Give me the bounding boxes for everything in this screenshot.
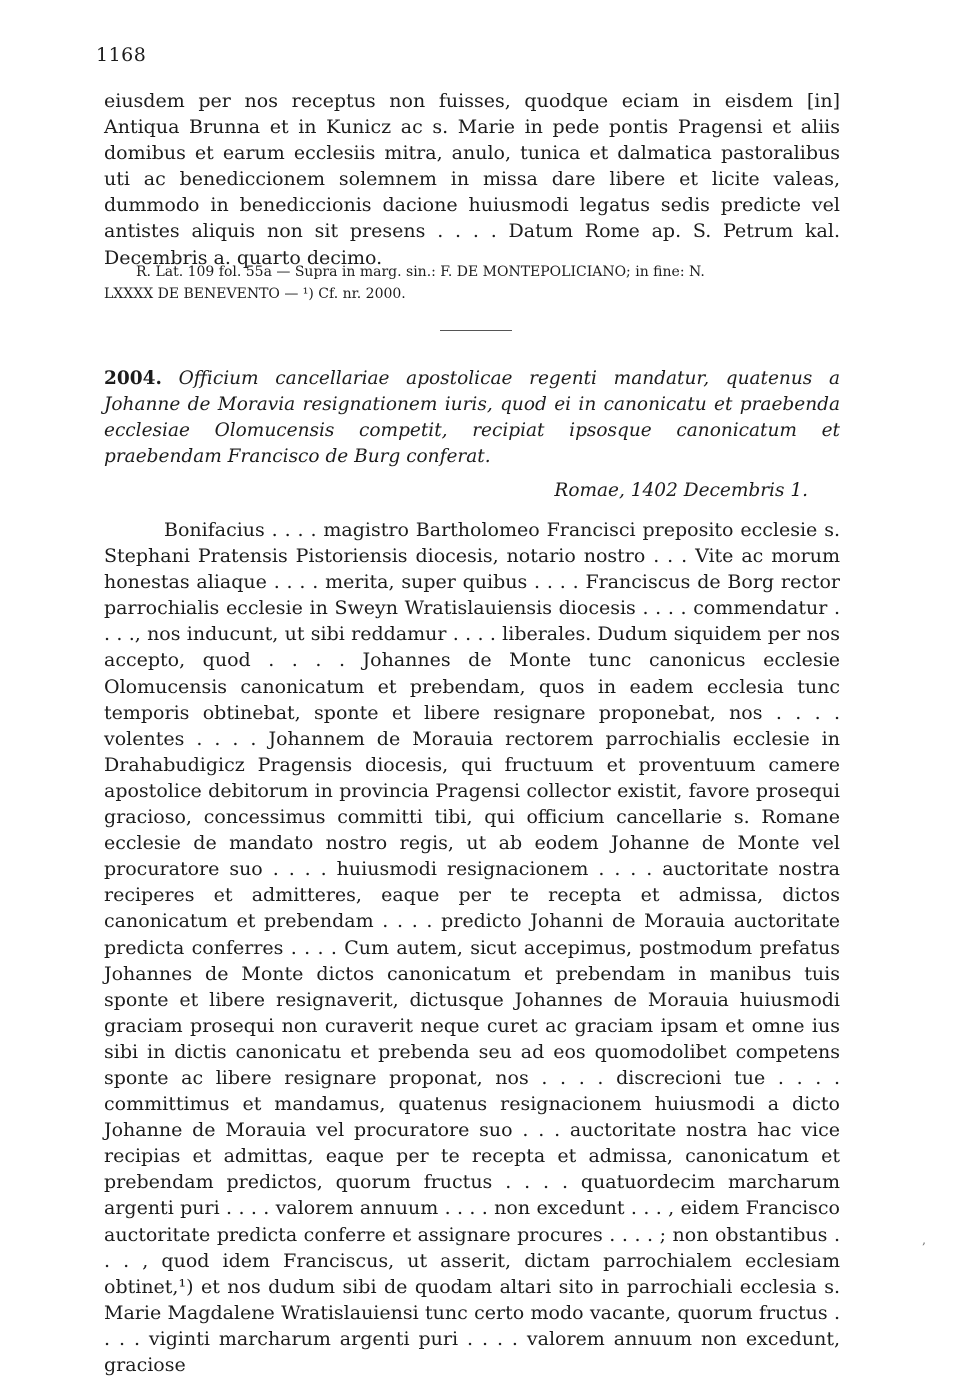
page-number: 1168 xyxy=(96,44,147,66)
source-note xyxy=(104,261,836,305)
source-note-line-1: R. Lat. 109 fol. 55a — Supra in marg. sin.: F. DE MONTEPOLICIANO; in fine: N. xyxy=(136,264,705,280)
source-note-line-2: LXXXX DE BENEVENTO — ¹) Cf. nr. 2000. xyxy=(104,286,406,302)
section-divider xyxy=(440,330,512,331)
entry-number: 2004. xyxy=(104,368,162,389)
entry-summary: Officium cancellariae apostolicae regenti mandatur, quatenus a Johanne de Moravia resignationem iuris, quod ei in canonicatu et praebenda ecclesiae Olomucensis competit, recipiat ipsosque canonicatum et praebendam Francisco de Burg conferat. xyxy=(104,368,840,467)
body-paragraph-continuation: eiusdem per nos receptus non fuisses, quodque eciam in eisdem [in] Antiqua Brunna et in Kunicz ac s. Marie in pede pontis Pragensi et aliis domibus et earum ecclesiis mitra, anulo, tunica et dalmatica pastoralibus uti ac benediccionem solemnem in missa dare libere et licite valeas, dummodo in benediccionis dacione huiusmodi legatus sedis predicte vel antistes aliquis non sit presens . . . . Datum Rome ap. S. Petrum kal. Decembris a. quarto decimo. xyxy=(104,90,840,269)
entry-heading xyxy=(104,366,840,470)
body-paragraph-letter: Bonifacius . . . . magistro Bartholomeo Francisci preposito ecclesie s. Stephani Pratensis Pistoriensis diocesis, notario nostro . . . Vite ac morum honestas aliaque . . . . merita, super quibus . . . . Franciscus de Borg rector parrochialis ecclesie in Sweyn Wratislauiensis diocesis . . . . commendatur . . . ., nos inducunt, ut sibi reddamur . . . . liberales. Dudum siquidem per nos accepto, quod . . . . Johannes de Monte tunc canonicus ecclesie Olomucensis canonicatum et prebendam, quos in eadem ecclesia tunc temporis obtinebat, sponte et libere resignare proponebat, nos . . . . volentes . . . . Johannem de Morauia rectorem parrochialis ecclesie in Drahabudigicz Pragensis diocesis, qui fructuum et proventuum camere apostolice debitorum in provincia Pragensi collector existit, favore prosequi gracioso, concessimus committi tibi, qui officium cancellarie s. Romane ecclesie de mandato nostro regis, ut ab eodem Johanne de Monte vel procuratore suo . . . . huiusmodi resignacionem . . . . auctoritate nostra reciperes et admitteres, eaque per te recepta et admissa, dictos canonicatum et prebendam . . . . predicto Johanni de Morauia auctoritate predicta conferres . . . . Cum autem, sicut accepimus, postmodum prefatus Johannes de Monte dictos canonicatum et prebendam in manibus tuis sponte et libere resignaverit, dictusque Johannes de Morauia huiusmodi graciam prosequi non curaverit neque curet ac graciam ipsam et omne ius sibi in dictis canonicatu et prebenda seu ad eos quomodolibet competens sponte ac libere resignare proponat, nos . . . . discrecioni tue . . . . committimus et mandamus, quatenus resignacionem huiusmodi a dicto Johanne de Morauia vel procuratore suo . . . auctoritate nostra hac vice recipias et admittas, eaque per te recepta et admissa, canonicatum et prebendam predictos, quorum fructus . . . . quatuordecim marcharum argenti puri . . . . valorem annuum . . . . non excedunt . . . , eidem Francisco auctoritate predicta conferre et assignare procures . . . . ; non obstantibus . . . , quod idem Franciscus, ut asserit, dictam parrochialem ecclesiam obtinet,¹) et nos dudum sibi de quodam altari sito in parrochiali ecclesia s. Marie Magdalene Wratislauiensi tunc certo modo vacante, quorum fructus . . . . viginti marcharum argenti puri . . . . valorem annuum non excedunt, graciose xyxy=(104,519,840,1376)
margin-mark: ‚ xyxy=(922,1233,926,1247)
entry-dateline: Romae, 1402 Decembris 1. xyxy=(554,480,808,501)
